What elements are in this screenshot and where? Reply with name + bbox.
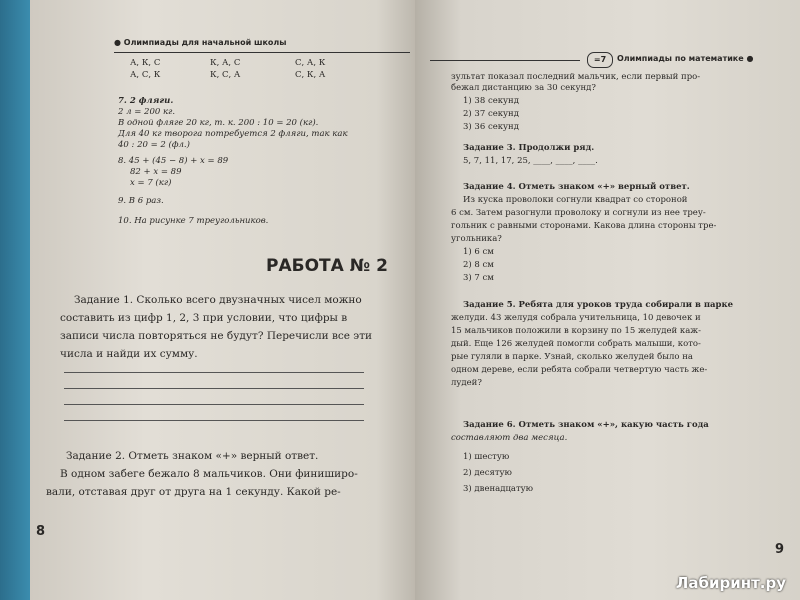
answer-8-line-1: 82 + x = 89 <box>130 167 182 177</box>
task2-line-3: вали, отставая друг от друга на 1 секунду. Какой ре- <box>46 486 341 498</box>
page-badge: =7 <box>587 52 613 68</box>
task2-option-3[interactable]: 3) 36 секунд <box>463 122 519 132</box>
task5-line-1: Задание 5. Ребята для уроков труда собирали в парке <box>463 300 734 310</box>
combo-r1-c0: А, С, К <box>130 70 161 80</box>
answer-writing-line-2[interactable] <box>64 388 364 389</box>
combo-r1-c1: К, С, А <box>210 70 241 80</box>
task5-line-7: лудей? <box>451 378 482 388</box>
task4-option-2[interactable]: 2) 8 см <box>463 260 494 270</box>
answer-7-line-3: Для 40 кг творога потребуется 2 фляги, так как <box>118 129 348 139</box>
task4-line-5: угольника? <box>451 234 502 244</box>
right-header-rule <box>430 60 580 61</box>
combo-r1-c2: С, К, А <box>295 70 326 80</box>
task6-option-2[interactable]: 2) десятую <box>463 468 512 478</box>
right-page <box>415 0 800 600</box>
answer-8: 8. 45 + (45 − 8) + x = 89 <box>118 156 229 166</box>
task5-line-6: одном дереве, если ребята собрали четвертую часть же- <box>451 365 708 375</box>
task6-line-2: составляют два месяца. <box>451 433 568 443</box>
task4-line-4: гольник с равными сторонами. Какова длина стороны тре- <box>451 221 717 231</box>
work-title: РАБОТА № 2 <box>266 256 388 276</box>
task2-line-2: В одном забеге бежало 8 мальчиков. Они финиширо- <box>60 468 358 480</box>
answer-writing-line-4[interactable] <box>64 420 364 421</box>
left-header-rule <box>114 52 410 53</box>
task5-line-3: 15 мальчиков положили в корзину по 15 желудей каж- <box>451 326 701 336</box>
answer-writing-line-3[interactable] <box>64 404 364 405</box>
task5-line-5: рые гуляли в парке. Узнай, сколько желудей было на <box>451 352 693 362</box>
left-page-number: 8 <box>36 524 46 539</box>
task4-line-3: 6 см. Затем разогнули проволоку и согнули из нее треу- <box>451 208 706 218</box>
task2-line-1: Задание 2. Отметь знаком «+» верный ответ. <box>66 450 319 462</box>
answer-7-line-4: 40 : 20 = 2 (фл.) <box>118 140 190 150</box>
combo-r0-c2: С, А, К <box>295 58 326 68</box>
right-running-head: Олимпиады по математике ● <box>617 54 754 63</box>
task1-line-4: числа и найди их сумму. <box>60 348 198 360</box>
task4-option-1[interactable]: 1) 6 см <box>463 247 494 257</box>
task4-option-3[interactable]: 3) 7 см <box>463 273 494 283</box>
task3-sequence[interactable]: 5, 7, 11, 17, 25, ____, ____, ____. <box>463 156 598 166</box>
left-page <box>30 0 415 600</box>
combo-r0-c1: К, А, С <box>210 58 241 68</box>
task5-line-4: дый. Еще 126 желудей помогли собрать малыши, кото- <box>451 339 701 349</box>
task4-line-1: Задание 4. Отметь знаком «+» верный ответ. <box>463 182 690 192</box>
watermark-logo: Лабиринт.ру <box>675 574 786 592</box>
task6-option-1[interactable]: 1) шестую <box>463 452 510 462</box>
task6-line-1: Задание 6. Отметь знаком «+», какую часть года <box>463 420 709 430</box>
task4-line-2: Из куска проволоки согнули квадрат со стороной <box>463 195 688 205</box>
task3-line-1: Задание 3. Продолжи ряд. <box>463 143 595 153</box>
answer-7: 7. 2 фляги. <box>118 96 174 106</box>
task1-line-3: записи числа повторяться не будут? Перечисли все эти <box>60 330 372 342</box>
left-running-head: ● Олимпиады для начальной школы <box>114 38 287 47</box>
answer-9: 9. В 6 раз. <box>118 196 164 206</box>
task1-line-1: Задание 1. Сколько всего двузначных чисел можно <box>74 294 362 306</box>
right-page-number: 9 <box>775 542 785 557</box>
combo-r0-c0: А, К, С <box>130 58 161 68</box>
task6-option-3[interactable]: 3) двенадцатую <box>463 484 534 494</box>
task2-option-1[interactable]: 1) 38 секунд <box>463 96 519 106</box>
task1-line-2: составить из цифр 1, 2, 3 при условии, что цифры в <box>60 312 348 324</box>
answer-7-line-1: 2 л = 200 кг. <box>118 107 176 117</box>
answer-10: 10. На рисунке 7 треугольников. <box>118 216 269 226</box>
task2-cont-line-2: бежал дистанцию за 30 секунд? <box>451 83 596 93</box>
task2-option-2[interactable]: 2) 37 секунд <box>463 109 519 119</box>
answer-8-line-2: x = 7 (кг) <box>130 178 172 188</box>
answer-7-line-2: В одной фляге 20 кг, т. к. 200 : 10 = 20 (кг). <box>118 118 319 128</box>
answer-writing-line-1[interactable] <box>64 372 364 373</box>
task5-line-2: желуди. 43 желудя собрала учительница, 10 девочек и <box>451 313 701 323</box>
task2-cont-line-1: зультат показал последний мальчик, если первый про- <box>451 72 701 82</box>
